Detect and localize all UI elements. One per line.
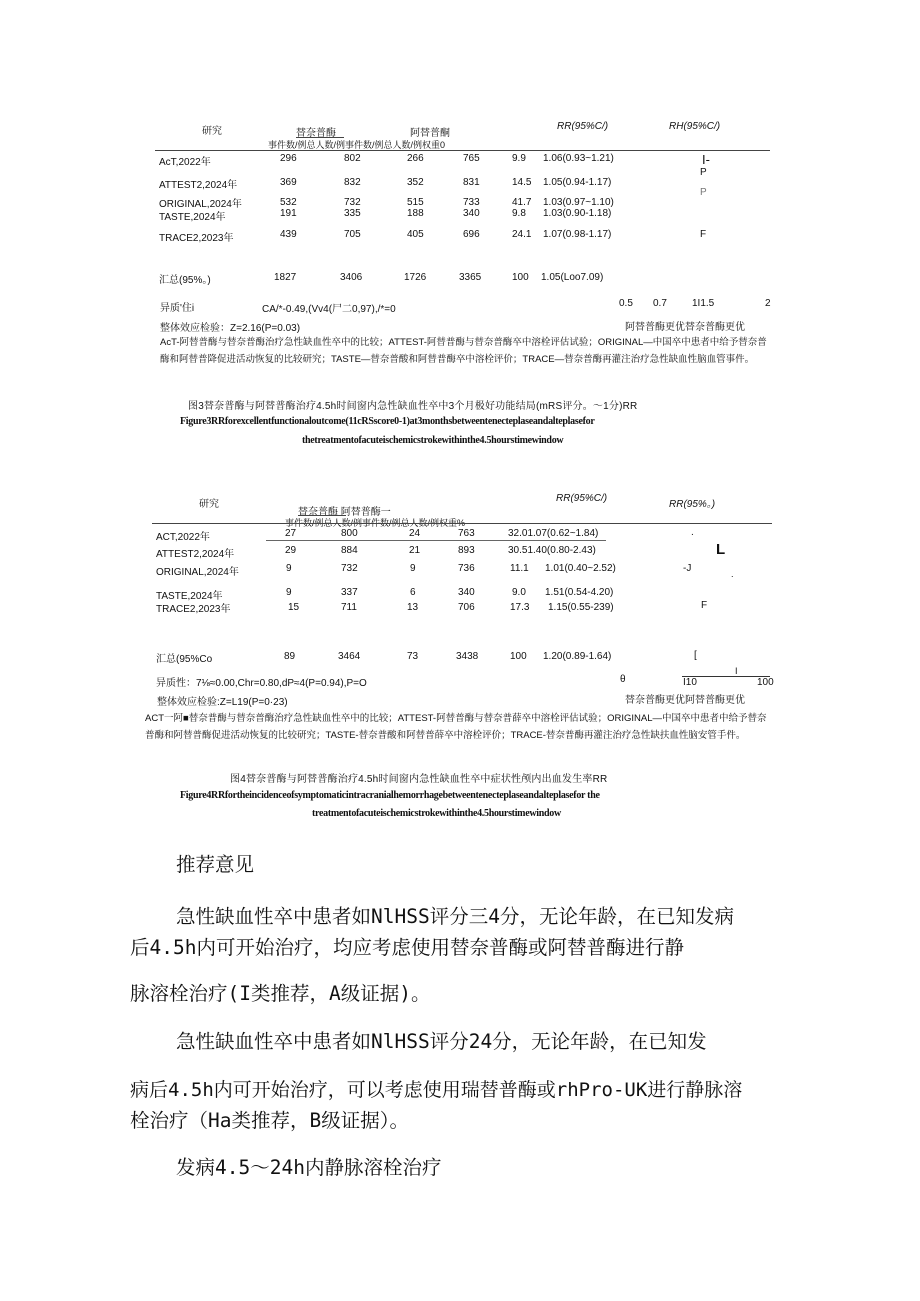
fig4-overall-effect: 整体效应检验:Z=L19(P=0·23) <box>157 697 288 708</box>
fig3-plot-mark: P <box>700 167 707 178</box>
fig4-total-e2: 73 <box>407 651 419 662</box>
fig4-row-e2: 6 <box>410 587 416 598</box>
fig4-total-rr: 1.20(0.89-1.64) <box>543 651 612 662</box>
fig4-row-weight-rr: 30.51.40(0.80-2.43) <box>508 545 596 556</box>
fig3-row-study: AcT,2022年 <box>159 157 211 168</box>
fig3-row-study: ATTEST2,2024年 <box>159 180 238 191</box>
fig4-row-n2: 706 <box>458 602 475 613</box>
fig4-axis-tick: θ <box>620 674 626 685</box>
fig3-total-study: 汇总(95%。) <box>159 275 211 286</box>
fig4-row-n1: 800 <box>341 528 358 539</box>
fig4-row-n2: 893 <box>458 545 475 556</box>
fig3-row-weight: 41.7 <box>512 197 532 208</box>
fig3-total-e2: 1726 <box>404 272 427 283</box>
fig4-row-n2: 340 <box>458 587 475 598</box>
fig4-row-weight: 9.0 <box>512 587 526 598</box>
fig3-axis-tick: 2 <box>765 298 771 309</box>
fig3-header-rr: RR(95%C/) <box>557 121 609 132</box>
fig3-axis-tick: 1I1.5 <box>692 298 715 309</box>
fig4-row-rr: 1.15(0.55-239) <box>548 602 614 613</box>
paragraph-2-line-2: 病后4.5h内可开始治疗，可以考虑使用瑞替普酶或rhPro-UK进行静脉溶 <box>130 1079 743 1101</box>
fig3-overall-effect: 整体效应检验：Z=2.16(P=0.03) <box>160 323 301 334</box>
fig4-row-study: ACT,2022年 <box>156 532 210 543</box>
fig4-total-e1: 89 <box>284 651 296 662</box>
fig3-heterogeneity-label: 异质'住i <box>160 303 195 314</box>
fig4-row-weight: 17.3 <box>510 602 530 613</box>
fig3-abbrev-note: AcT-阿替普酶与替奈普酶治疗急性缺血性卒中的比较；ATTEST-阿替普酶与替奈普酶卒中溶栓评估试验；ORIGINAL—中国卒中患者中给予替奈普酶和阿替普降促进活动恢复的比较研究；TASTE—替奈普酸和阿替普酶卒中溶栓评价；TRACE—替奈普酶再灌注治疗急性缺血性脑血管事件。 <box>160 337 767 365</box>
fig4-header-rr: RR(95%C/) <box>556 493 608 504</box>
fig4-row-study: TRACE2,2023年 <box>156 604 231 615</box>
fig3-row-e1: 369 <box>280 177 297 188</box>
fig4-row1-underline <box>266 540 606 541</box>
fig4-header-rule <box>152 523 772 524</box>
fig3-total-weight: 100 <box>512 272 529 283</box>
fig4-row-e1: 9 <box>286 563 292 574</box>
fig3-row-e1: 296 <box>280 153 297 164</box>
fig3-row-n1: 732 <box>344 197 361 208</box>
fig4-row-n1: 711 <box>341 602 357 613</box>
fig3-axis-tick: 0.7 <box>653 298 667 309</box>
fig3-row-rr: 1.07(0.98-1.17) <box>543 229 612 240</box>
fig3-row-weight: 14.5 <box>512 177 532 188</box>
fig3-row-n2: 831 <box>463 177 480 188</box>
fig4-row-weight-rr: 32.01.07(0.62~1.84) <box>508 528 599 539</box>
fig3-row-n1: 832 <box>344 177 361 188</box>
fig3-row-rr: 1.03(0.90-1.18) <box>543 208 612 219</box>
fig3-row-n2: 733 <box>463 197 480 208</box>
paragraph-2-line-3: 栓治疗（Ha类推荐，B级证据）。 <box>130 1109 409 1132</box>
fig4-row-e1: 27 <box>285 528 297 539</box>
fig4-row-rr: 1.01(0.40~2.52) <box>545 563 616 574</box>
fig4-axis-mid: I <box>735 666 738 676</box>
fig3-row-rr: 1.03(0.97~1.10) <box>543 197 614 208</box>
fig3-total-e1: 1827 <box>274 272 297 283</box>
fig4-row-study: TASTE,2024年 <box>156 591 223 602</box>
fig4-heterogeneity: 异质性：7⅛≈0.00,Chr=0.80,dP≈4(P=0.94),P=O <box>156 678 367 689</box>
fig3-axis-tick: 0.5 <box>619 298 633 309</box>
fig4-favor-label: 替奈普酶更优阿替普酶更优 <box>625 695 745 706</box>
paragraph-1-line-2: 后4.5h内可开始治疗，均应考虑使用替奈普酶或阿替普酶进行静 <box>130 936 684 959</box>
fig3-header-alteplase: 阿替普酮 <box>410 128 450 139</box>
fig4-plot-mark: [ <box>694 650 697 661</box>
paragraph-2-line-1: 急性缺血性卒中患者如NlHSS评分24分，无论年龄，在已知发 <box>176 1030 707 1053</box>
fig4-row-e1: 9 <box>286 587 292 598</box>
fig3-row-n1: 335 <box>344 208 361 219</box>
fig4-plot-mark: -J <box>683 563 692 574</box>
fig3-header-sub: 事件数/例总人数/例事件数/例总人数/例权重0 <box>268 140 446 150</box>
fig3-row-study: TRACE2,2023年 <box>159 233 234 244</box>
fig4-total-study: 汇总(95%Co <box>156 654 213 665</box>
fig4-row-n1: 884 <box>341 545 358 556</box>
fig4-row-study: ORIGINAL,2024年 <box>156 567 239 578</box>
fig3-row-rr: 1.06(0.93~1.21) <box>543 153 614 164</box>
fig4-row-n1: 337 <box>341 587 358 598</box>
fig3-caption-cn: 图3替奈普酶与阿替普酶治疗4.5h时间窗内急性缺血性卒中3个月极好功能结局(mRS评分。～1分)RR <box>188 401 638 412</box>
fig4-caption-en-2: treatmentofacuteischemicstrokewithinthe4.5hourstimewindow <box>312 808 561 819</box>
fig3-row-study: ORIGINAL,2024年 <box>159 199 242 210</box>
fig4-row-e2: 9 <box>410 563 416 574</box>
fig3-row-n2: 765 <box>463 153 480 164</box>
fig4-row-n2: 763 <box>458 528 475 539</box>
fig4-row-e1: 29 <box>285 545 297 556</box>
fig3-row-n2: 340 <box>463 208 480 219</box>
fig3-row-n1: 705 <box>344 229 361 240</box>
fig3-row-weight: 9.8 <box>512 208 526 219</box>
fig3-caption-en-1: Figure3RRforexcellentfunctionaloutcome(11cRSscore0-1)at3monthsbetweentenecteplaseandalteplasefor <box>180 416 595 427</box>
fig3-row-e2: 188 <box>407 208 424 219</box>
fig3-row-e1: 191 <box>280 208 297 219</box>
fig3-total-rr: 1.05(Loo7.09) <box>541 272 604 283</box>
fig4-header-groups: 替奈普酶 阿替普酶一 <box>298 507 391 518</box>
fig4-row-rr: 1.51(0.54-4.20) <box>545 587 614 598</box>
fig3-row-weight: 24.1 <box>512 229 532 240</box>
fig4-row-study: ATTEST2,2024年 <box>156 549 235 560</box>
fig4-header-sub: 事件数/例总人数/例事件数/例总人数/例权重% <box>285 518 466 528</box>
fig3-header-rule <box>155 150 770 151</box>
fig4-axis-tick: I10 <box>683 677 697 688</box>
fig3-plot-mark: P <box>700 187 707 198</box>
fig4-abbrev-note: ACT一阿■替奈普酶与替奈普酶治疗急性缺血性卒中的比较；ATTEST-阿替普酶与替奈普薛卒中溶栓评估试验；ORIGINAL—中国卒中患者中给予替奈普酶和阿替普酶促进活动恢复的比较研究；TASTE-替奈普酸和阿替普薛卒中溶栓评价；TRACE-替奈普酶再灌注治疗急性缺扶血性脑安管手件。 <box>145 713 767 741</box>
fig3-heterogeneity-value: CA/*-0.49,(Vv4(尸二0,97),/*=0 <box>262 304 396 315</box>
fig3-row-e1: 439 <box>280 229 297 240</box>
paragraph-1-line-1: 急性缺血性卒中患者如NlHSS评分三4分，无论年龄，在已知发病 <box>176 905 734 928</box>
fig3-total-n2: 3365 <box>459 272 482 283</box>
fig3-row-study: TASTE,2024年 <box>159 212 226 223</box>
fig3-favor-label: 阿替普酶更优替奈普酶更优 <box>625 322 745 333</box>
fig3-row-e1: 532 <box>280 197 297 208</box>
fig3-header-tenecteplase: 替奈普酶 <box>296 128 336 139</box>
fig4-total-n2: 3438 <box>456 651 479 662</box>
fig3-row-n1: 802 <box>344 153 361 164</box>
fig4-plot-mark: . <box>731 569 734 579</box>
fig3-row-e2: 352 <box>407 177 424 188</box>
fig4-axis-tick: 100 <box>757 677 774 688</box>
fig4-header-plot: RR(95%。) <box>669 499 716 510</box>
fig4-row-e2: 24 <box>409 528 421 539</box>
fig4-row-n1: 732 <box>341 563 358 574</box>
fig3-plot-mark: I- <box>702 152 710 167</box>
fig4-total-n1: 3464 <box>338 651 361 662</box>
fig3-row-weight: 9.9 <box>512 153 526 164</box>
fig4-total-weight: 100 <box>510 651 527 662</box>
fig3-caption-en-2: thetreatmentofacuteischemicstrokewithinthe4.5hourstimewindow <box>302 435 564 446</box>
fig4-row-e1: 15 <box>288 602 300 613</box>
fig4-plot-mark: L <box>716 541 726 558</box>
fig4-caption-cn: 图4替奈普酶与阿替普酶治疗4.5h时间窗内急性缺血性卒中症状性颅内出血发生率RR <box>230 774 608 785</box>
fig3-row-e2: 266 <box>407 153 424 164</box>
fig4-row-e2: 21 <box>409 545 421 556</box>
fig3-row-n2: 696 <box>463 229 480 240</box>
paragraph-1-line-3: 脉溶栓治疗(I类推荐，A级证据)。 <box>130 982 431 1005</box>
fig4-header-study: 研究 <box>199 499 219 510</box>
section-heading: 推荐意见 <box>176 853 255 876</box>
paragraph-3: 发病4.5～24h内静脉溶栓治疗 <box>176 1156 442 1179</box>
fig3-header-plot: RH(95%C/) <box>669 121 721 132</box>
fig4-row-e2: 13 <box>407 602 419 613</box>
fig3-row-rr: 1.05(0.94-1.17) <box>543 177 612 188</box>
fig3-total-n1: 3406 <box>340 272 363 283</box>
fig3-header-study: 研究 <box>202 126 222 137</box>
fig4-plot-mark: . <box>691 527 694 538</box>
fig4-plot-mark: F <box>701 600 708 611</box>
fig4-caption-en-1: Figure4RRfortheincidenceofsymptomaticintracranialhemorrhagebetweentenecteplaseandalteplasefor the <box>180 790 600 801</box>
fig3-row-e2: 515 <box>407 197 424 208</box>
fig4-row-n2: 736 <box>458 563 475 574</box>
fig4-row-weight: 11.1 <box>510 563 529 574</box>
fig3-row-e2: 405 <box>407 229 424 240</box>
fig3-plot-mark: F <box>700 229 707 240</box>
